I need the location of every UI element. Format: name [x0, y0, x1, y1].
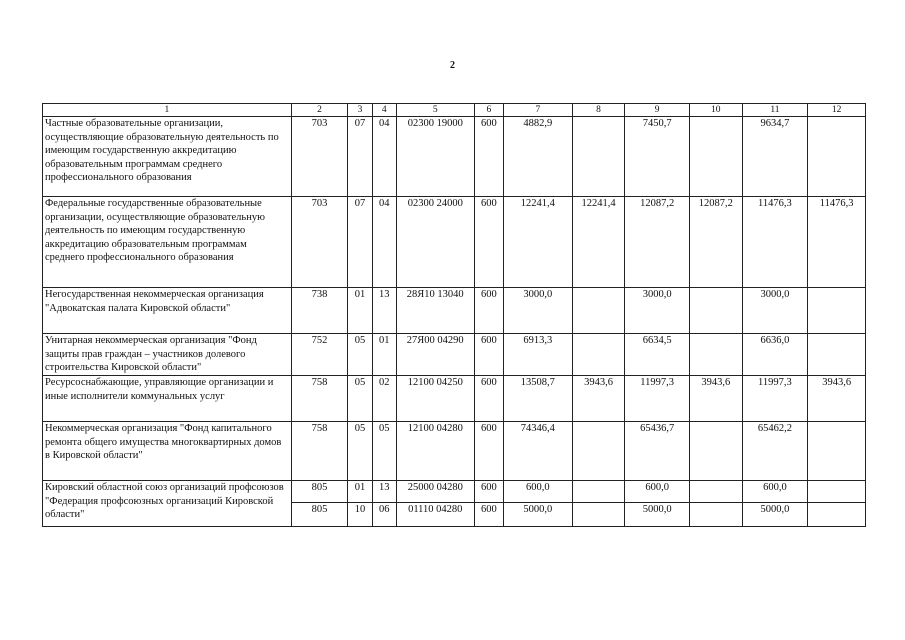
amount-col-11: 65462,2 [742, 422, 808, 481]
col-header-4: 4 [372, 104, 396, 117]
ministry-code: 703 [291, 197, 348, 288]
ministry-code: 738 [291, 288, 348, 334]
page-number: 2 [450, 60, 455, 71]
amount-col-9: 6634,5 [625, 334, 690, 376]
subsection-code: 04 [372, 117, 396, 197]
target-article-code: 25000 04280 [396, 481, 474, 503]
section-code: 05 [348, 334, 372, 376]
target-article-code: 01110 04280 [396, 503, 474, 527]
organization-name: Унитарная некоммерческая организация "Фонд защиты прав граждан – участников долевого строительства Кировской области" [43, 334, 292, 376]
ministry-code: 752 [291, 334, 348, 376]
col-header-7: 7 [503, 104, 572, 117]
table-row [43, 288, 866, 334]
col-header-3: 3 [348, 104, 372, 117]
amount-col-9: 12087,2 [625, 197, 690, 288]
ministry-code: 805 [291, 503, 348, 527]
organization-name: Кировский областной союз организаций профсоюзов "Федерация профсоюзных организаций Кировской области" [43, 481, 292, 527]
expense-type-code: 600 [474, 117, 503, 197]
section-code: 10 [348, 503, 372, 527]
amount-col-7: 12241,4 [503, 197, 572, 288]
ministry-code: 703 [291, 117, 348, 197]
col-header-8: 8 [572, 104, 625, 117]
amount-col-12: 3943,6 [808, 376, 866, 422]
amount-col-7: 5000,0 [503, 503, 572, 527]
amount-col-11: 6636,0 [742, 334, 808, 376]
amount-col-8: 12241,4 [572, 197, 625, 288]
expense-type-code: 600 [474, 197, 503, 288]
column-number-row [43, 104, 866, 117]
table-row [43, 334, 866, 376]
organization-name: Частные образовательные организации, осуществляющие образовательную деятельность по имеющим государственную аккредитацию образовательным программам среднего профессионального образования [43, 117, 292, 197]
col-header-1: 1 [43, 104, 292, 117]
amount-col-12 [808, 334, 866, 376]
subsection-code: 13 [372, 481, 396, 503]
amount-col-12: 11476,3 [808, 197, 866, 288]
amount-col-9: 5000,0 [625, 503, 690, 527]
amount-col-11: 3000,0 [742, 288, 808, 334]
amount-col-9: 7450,7 [625, 117, 690, 197]
amount-col-12 [808, 422, 866, 481]
expense-type-code: 600 [474, 481, 503, 503]
amount-col-7: 600,0 [503, 481, 572, 503]
ministry-code: 805 [291, 481, 348, 503]
target-article-code: 27Я00 04290 [396, 334, 474, 376]
target-article-code: 12100 04250 [396, 376, 474, 422]
ministry-code: 758 [291, 422, 348, 481]
amount-col-11: 5000,0 [742, 503, 808, 527]
col-header-9: 9 [625, 104, 690, 117]
amount-col-10 [690, 117, 743, 197]
subsection-code: 01 [372, 334, 396, 376]
target-article-code: 02300 19000 [396, 117, 474, 197]
col-header-12: 12 [808, 104, 866, 117]
table-row [43, 422, 866, 481]
amount-col-9: 3000,0 [625, 288, 690, 334]
expense-type-code: 600 [474, 503, 503, 527]
amount-col-12 [808, 503, 866, 527]
ministry-code: 758 [291, 376, 348, 422]
amount-col-8 [572, 288, 625, 334]
table-row [43, 197, 866, 288]
amount-col-12 [808, 288, 866, 334]
amount-col-7: 74346,4 [503, 422, 572, 481]
col-header-10: 10 [690, 104, 743, 117]
organization-name: Некоммерческая организация "Фонд капитального ремонта общего имущества многоквартирных домов в Кировской области" [43, 422, 292, 481]
section-code: 07 [348, 197, 372, 288]
subsection-code: 05 [372, 422, 396, 481]
expense-type-code: 600 [474, 288, 503, 334]
amount-col-7: 3000,0 [503, 288, 572, 334]
subsection-code: 06 [372, 503, 396, 527]
amount-col-11: 11476,3 [742, 197, 808, 288]
expense-type-code: 600 [474, 376, 503, 422]
amount-col-8 [572, 481, 625, 503]
expense-type-code: 600 [474, 422, 503, 481]
col-header-2: 2 [291, 104, 348, 117]
col-header-6: 6 [474, 104, 503, 117]
amount-col-7: 4882,9 [503, 117, 572, 197]
table-row [43, 481, 866, 503]
amount-col-10 [690, 503, 743, 527]
table-row [43, 376, 866, 422]
target-article-code: 02300 24000 [396, 197, 474, 288]
amount-col-12 [808, 117, 866, 197]
amount-col-11: 9634,7 [742, 117, 808, 197]
amount-col-10 [690, 481, 743, 503]
amount-col-8 [572, 422, 625, 481]
budget-table [42, 103, 866, 527]
col-header-5: 5 [396, 104, 474, 117]
section-code: 05 [348, 422, 372, 481]
section-code: 01 [348, 288, 372, 334]
organization-name: Федеральные государственные образовательные организации, осуществляющие образовательную деятельность по имеющим государственную аккредитацию образовательным программам среднего профессионального образования [43, 197, 292, 288]
subsection-code: 02 [372, 376, 396, 422]
amount-col-7: 6913,3 [503, 334, 572, 376]
amount-col-12 [808, 481, 866, 503]
amount-col-11: 600,0 [742, 481, 808, 503]
amount-col-10 [690, 334, 743, 376]
subsection-code: 13 [372, 288, 396, 334]
section-code: 07 [348, 117, 372, 197]
organization-name: Негосударственная некоммерческая организация "Адвокатская палата Кировской области" [43, 288, 292, 334]
amount-col-9: 11997,3 [625, 376, 690, 422]
amount-col-10: 12087,2 [690, 197, 743, 288]
target-article-code: 12100 04280 [396, 422, 474, 481]
table-row [43, 117, 866, 197]
amount-col-8: 3943,6 [572, 376, 625, 422]
target-article-code: 28Я10 13040 [396, 288, 474, 334]
section-code: 05 [348, 376, 372, 422]
amount-col-7: 13508,7 [503, 376, 572, 422]
col-header-11: 11 [742, 104, 808, 117]
amount-col-10 [690, 422, 743, 481]
amount-col-10: 3943,6 [690, 376, 743, 422]
amount-col-10 [690, 288, 743, 334]
section-code: 01 [348, 481, 372, 503]
amount-col-8 [572, 334, 625, 376]
amount-col-11: 11997,3 [742, 376, 808, 422]
amount-col-9: 65436,7 [625, 422, 690, 481]
amount-col-8 [572, 503, 625, 527]
expense-type-code: 600 [474, 334, 503, 376]
amount-col-8 [572, 117, 625, 197]
organization-name: Ресурсоснабжающие, управляющие организации и иные исполнители коммунальных услуг [43, 376, 292, 422]
amount-col-9: 600,0 [625, 481, 690, 503]
subsection-code: 04 [372, 197, 396, 288]
